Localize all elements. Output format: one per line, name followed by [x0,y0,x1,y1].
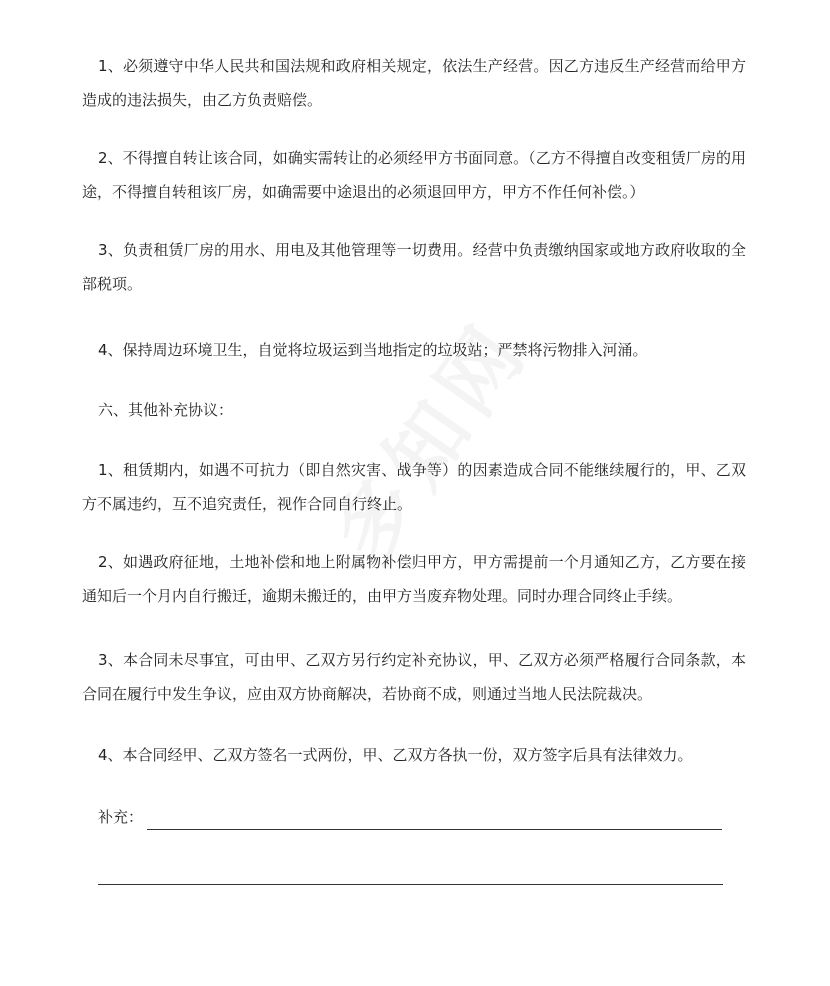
supplement-row [98,804,722,830]
supplement-label: 补充： [98,808,144,826]
clause-1: 1、必须遵守中华人民共和国法规和政府相关规定，依法生产经营。因乙方违反生产经营而给甲方造成的违法损失，由乙方负责赔偿。 [82,57,746,109]
clause-2: 2、不得擅自转让该合同，如确实需转让的必须经甲方书面同意。（乙方不得擅自改变租赁厂房的用途，不得擅自转租该厂房，如确需要中途退出的必须退回甲方，甲方不作任何补偿。） [82,149,746,201]
clause-3: 3、负责租赁厂房的用水、用电及其他管理等一切费用。经营中负责缴纳国家或地方政府收取的全部税项。 [82,241,746,293]
section-heading: 六、其他补充协议： [98,401,234,419]
supplement-clause-4: 4、本合同经甲、乙双方签名一式两份，甲、乙双方各执一份，双方签字后具有法律效力。 [98,746,693,764]
supplement-clause-2: 2、如遇政府征地，土地补偿和地上附属物补偿归甲方，甲方需提前一个月通知乙方，乙方要在接通知后一个月内自行搬迁，逾期未搬迁的，由甲方当废弃物处理。同时办理合同终止手续。 [82,553,746,605]
supplement-clause-1: 1、租赁期内，如遇不可抗力（即自然灾害、战争等）的因素造成合同不能继续履行的，甲、乙双方不属违约，互不追究责任，视作合同自行终止。 [82,461,746,513]
clause-4: 4、保持周边环境卫生，自觉将垃圾运到当地指定的垃圾站；严禁将污物排入河涌。 [98,341,648,359]
supplement-blank-line [147,809,722,830]
supplement-blank-line-2 [98,884,723,885]
supplement-clause-3: 3、本合同未尽事宜，可由甲、乙双方另行约定补充协议，甲、乙双方必须严格履行合同条款，本合同在履行中发生争议，应由双方协商解决，若协商不成，则通过当地人民法院裁决。 [82,651,746,703]
